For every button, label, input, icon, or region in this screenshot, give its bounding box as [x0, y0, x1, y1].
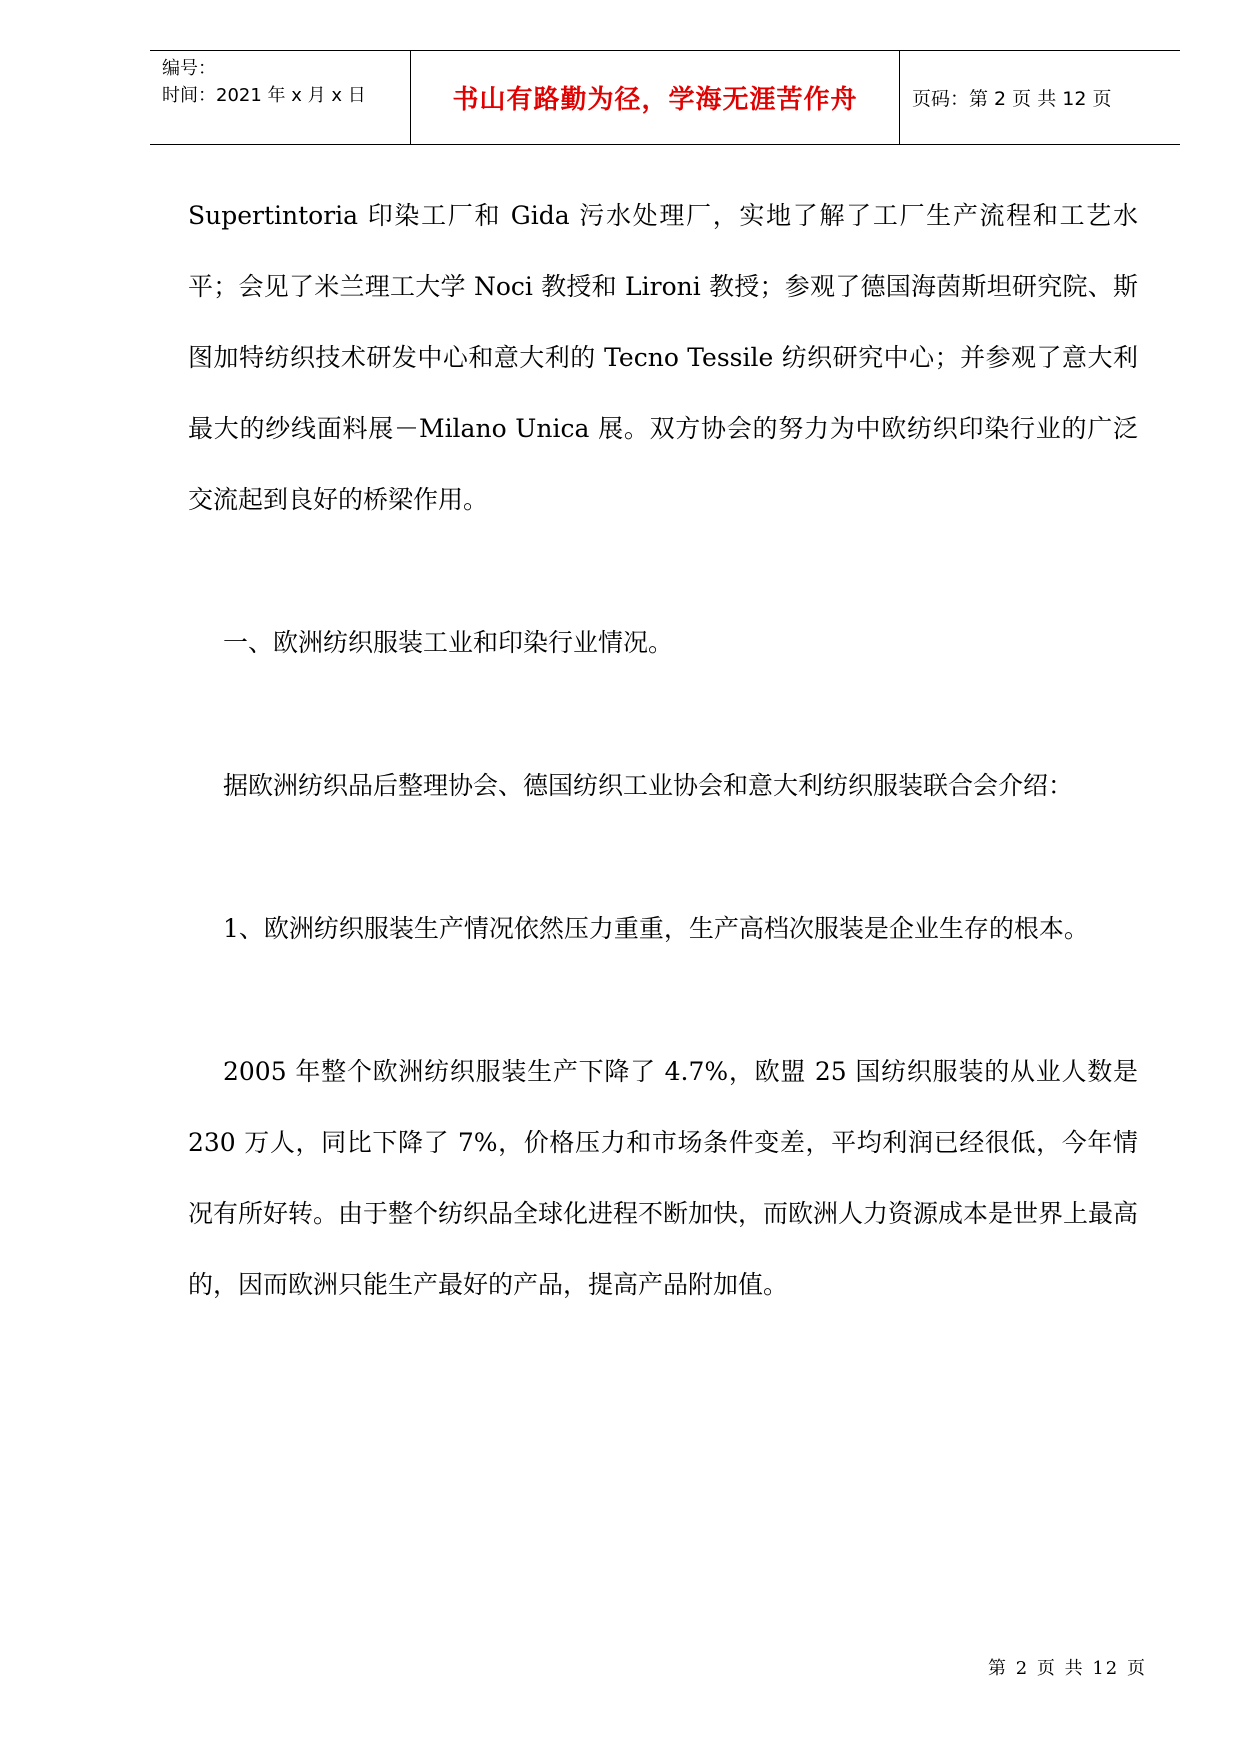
header-divider: [899, 51, 900, 144]
document-time-label: 时间：2021 年 x 月 x 日: [162, 85, 366, 106]
header-page-number: 页码：第 2 页 共 12 页: [912, 88, 1112, 110]
header-meta: [150, 51, 410, 144]
paragraph: 据欧洲纺织品后整理协会、德国纺织工业协会和意大利纺织服装联合会介绍：: [223, 771, 1074, 800]
section-heading: 一、欧洲纺织服装工业和印染行业情况。: [223, 628, 674, 657]
header-motto: 书山有路勤为径，学海无涯苦作舟: [452, 85, 858, 115]
paragraph: 1、欧洲纺织服装生产情况依然压力重重，生产高档次服装是企业生存的根本。: [223, 914, 1089, 943]
document-number-label: 编号：: [162, 58, 216, 79]
paragraph: Supertintoria 印染工厂和 Gida 污水处理厂，实地了解了工厂生产流程和工艺水平；会见了米兰理工大学 Noci 教授和 Lironi 教授；参观了德国海茵斯坦研究院、斯图加特纺织技术研发中心和意大利的 Tecno Tessile 纺织研究中心；并参观了意大利最大的纱线面料展－Milano Unica 展。双方协会的努力为中欧纺织印染行业的广泛交流起到良好的桥梁作用。: [188, 201, 1138, 514]
page-header: [150, 50, 1180, 145]
page-footer: 第 2 页 共 12 页: [988, 1658, 1147, 1679]
paragraph: 2005 年整个欧洲纺织服装生产下降了 4.7%，欧盟 25 国纺织服装的从业人数是 230 万人，同比下降了 7%，价格压力和市场条件变差，平均利润已经很低，今年情况有所好转。由于整个纺织品全球化进程不断加快，而欧洲人力资源成本是世界上最高的，因而欧洲只能生产最好的产品，提高产品附加值。: [188, 1057, 1139, 1299]
document-body: [188, 180, 1138, 1320]
